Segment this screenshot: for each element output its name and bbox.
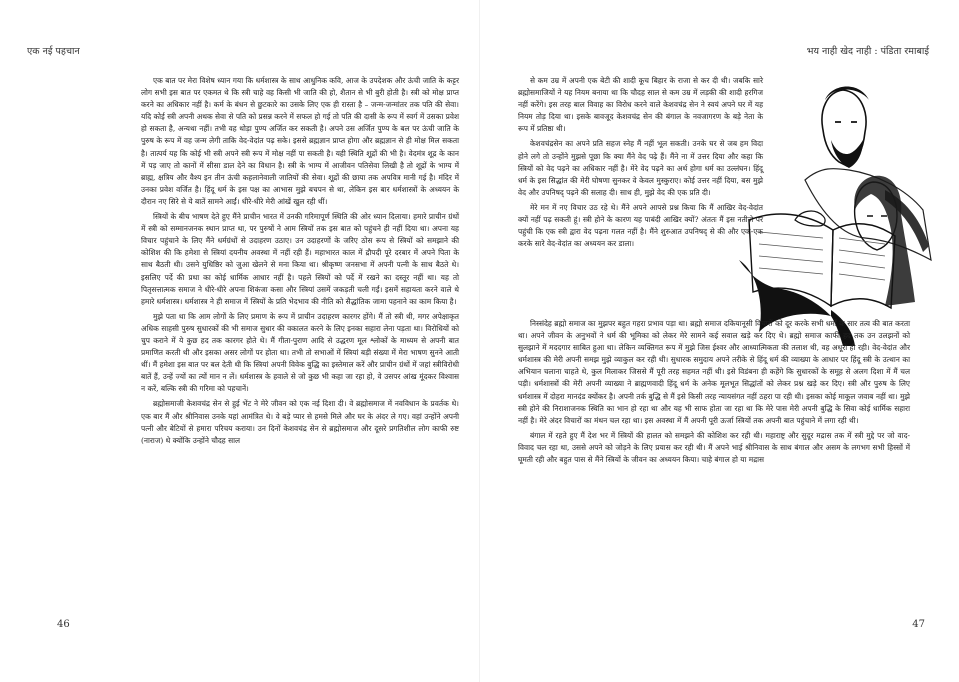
right-page-body-top (518, 75, 763, 253)
left-page (0, 0, 479, 682)
paragraph: केशवचंद्रसेन का अपने प्रति सहज स्नेह मैं नहीं भूल सकती। उनके घर से जब हम विदा होने लगे तो उन्होंने मुझसे पूछा कि क्या मैंने वेद पढ़े हैं। मैंने ना में उत्तर दिया और कहा कि स्त्रियों को वेद पढ़ने का अधिकार नहीं है। मेरे वेद पढ़ने का अर्थ होगा धर्म का उल्लंघन। हिंदू धर्म के इस सिद्धांत की मेरी घोषणा सुनकर वे केवल मुस्कुराए। कोई उत्तर नहीं दिया, बस मुझे वेद और उपनिषद् पढ़ने की सलाह दी। साथ ही, मुझे वेद की एक प्रति दी। (518, 139, 763, 197)
page-number-right: 47 (912, 619, 925, 630)
paragraph: से कम उम्र में अपनी एक बेटी की शादी कूच बिहार के राजा से कर दी थी। जबकि सारे ब्रह्मोसमाजियों ने यह नियम बनाया था कि चौदह साल से कम उम्र में लड़की की शादी हरगिज नहीं करेंगे। इस तरह बाल विवाह का विरोध करने वाले केशवचंद्र सेन ने स्वयं अपने घर में यह नियम तोड़ दिया था। इसके बावजूद केशवचंद्र सेन की बंगाल के नवजागरण के बड़े नेता के रूप में प्रतिष्ठा थी। (518, 76, 763, 134)
paragraph: ब्रह्मोसमाजी केशवचंद्र सेन से हुई भेंट ने मेरे जीवन को एक नई दिशा दी। वे ब्रह्मोसमाज में नवविधान के प्रवर्तक थे। एक बार मैं और श्रीनिवास उनके यहां आमंत्रित थे। वे बड़े प्यार से हमसे मिले और घर के अंदर ले गए। वहां उन्होंने अपनी पत्नी और बेटियों से हमारा परिचय कराया। उन दिनों केशवचंद्र सेन से ब्रह्मोसमाज और दूसरे प्रगतिशील लोग काफी रुष्ट (नाराज) थे क्योंकि उन्होंने चौदह साल (141, 399, 459, 445)
running-header-right: भय नाही खेद नाही : पंडिता रमाबाई (806, 46, 929, 57)
paragraph: निस्संदेह ब्रह्मो समाज का मुझपर बहुत गहरा प्रभाव पड़ा था। ब्रह्मो समाज दकियानूसी विचारों को दूर करके सभी धर्मों के सार तत्व की बात करता था। अपने जीवन के अनुभवों ने धर्म की भूमिका को लेकर मेरे सामने कई सवाल खड़े कर दिए थे। ब्रह्मो समाज काफी हद तक उन उलझनों को सुलझाने में मददगार साबित हुआ था। लेकिन व्यक्तिगत रूप में मुझे जिस ईश्वर और आध्यात्मिकता की तलाश थी, वह अधूरी ही रही। वेद-वेदांत और धर्मशास्त्र की मेरी अपनी समझ मुझे व्याकुल कर रही थी। सुधारक समुदाय अपने तरीके से हिंदू धर्म की व्याख्या के आधार पर हिंदू स्त्री के उत्थान का अभियान चलाना चाहते थे, कुल मिलाकर जिससे मैं पूरी तरह सहमत नहीं थी। इसे विडंबना ही कहेंगे कि सुधारकों के समूह से अलग दिशा में मैं चल पड़ी। धर्मशास्त्रों की मेरी अपनी व्याख्या ने ब्राह्मणवादी हिंदू धर्म के अनेक मूलभूत सिद्धांतों को लेकर प्रश्न खड़े कर दिए। स्त्री और पुरुष के लिए धर्मशास्त्र में दोहरा मानदंड क्योंकर है। अपनी तर्क बुद्धि से मैं इसे किसी तरह न्यायसंगत नहीं ठहरा पा रही थी। इसका कोई माकूल जवाब नहीं था। मुझे स्त्री होने की निराशाजनक स्थिति का भान हो रहा था और यह भी साफ होता जा रहा था कि मेरे पास मेरी अपनी बुद्धि के सिवा कोई धार्मिक सहारा नहीं है। मेरे अंदर विचारों का मंथन चल रहा था। इस अवस्था में मैं अपनी पूरी ऊर्जा स्त्रियों तक अपनी बात पहुंचाने में लगा रही थी। (518, 319, 910, 425)
right-page (480, 0, 959, 682)
ink-illustration-two-figures-reading (735, 70, 940, 350)
paragraph: एक बात पर मेरा विशेष ध्यान गया कि धर्मशास्त्र के साथ आधुनिक कवि, आज के उपदेशक और ऊंची जाति के कट्टर लोग सभी इस बात पर एकमत थे कि स्त्री चाहे वह किसी भी जाति की हो, शैतान से भी बुरी होती है। स्त्री को मोक्ष प्राप्त करने का अधिकार नहीं है। कर्म के बंधन से छुटकारे का उसके लिए एक ही रास्ता है – जन्म-जन्मांतर तक पति की सेवा। यदि कोई स्त्री अपनी अथक सेवा से पति को प्रसन्न करने में सफल हो गई तो पति की दासी के रूप में स्वर्ग में उसका प्रवेश हो सकता है, अन्यथा नहीं। तभी वह थोड़ा पुण्य अर्जित कर सकती है। अपने उस अर्जित पुण्य के बल पर ऊंची जाति के पुरुष के रूप में वह जन्म लेगी ताकि वेद-वेदांत पढ़ सके। इससे ब्रह्मज्ञान प्राप्त होगा और ब्रह्मज्ञान से ही मोक्ष मिल सकता है। तात्पर्य यह कि कोई भी स्त्री अपने स्त्री रूप में मोक्ष नहीं पा सकती है। यही स्थिति शूद्रों की भी है। वेदमंत्र शूद्र के कान में पड़ जाए तो कानों में सीसा डाल देने का विधान है। स्त्री के भाग्य में आजीवन पतिसेवा लिखी है तो शूद्रों के भाग्य में ब्राह्म, क्षत्रिय और वैश्य इन तीन ऊंची कहलानेवाली जातियों की सेवा। शूद्रों की छाया तक अपवित्र मानी गई है। मंदिर में उनका प्रवेश वर्जित है। हिंदू धर्म के इस पक्ष का आभास मुझे बचपन से था, लेकिन इस बार धर्मशास्त्रों के अध्ययन के दौरान नए सिरे से ये बातें सामने आईं। धीरे-धीरे मेरी आंखें खुल रही थीं। (141, 76, 459, 206)
paragraph: मुझे पता था कि आम लोगों के लिए प्रमाण के रूप में प्राचीन उदाहरण कारगर होंगे। मैं तो स्त्री थी, मगर अपेक्षाकृत अधिक साहसी पुरुष सुधारकों की भी समाज सुधार की वकालत करने के लिए इनका सहारा लेना पड़ता था। विरोधियों को चुप कराने में ये कुछ हद तक कारगर होते थे। मैं गीता-पुराण आदि से उद्धरण मूल श्लोकों के माध्यम से अपनी बात प्रमाणित करती थी और इसका असर लोगों पर होता था। तभी तो सभाओं में स्त्रियां बड़ी संख्या में मेरा भाषण सुनने आती थीं। मैं हमेशा इस बात पर बल देती थी कि स्त्रियां अपनी विवेक बुद्धि का इस्तेमाल करें और प्राचीन ग्रंथों में जहां स्त्रीविरोधी बातें हैं, उन्हें ज्यों का त्यों मान न लें। धर्मशास्त्र के हवाले से जो कुछ भी कहा जा रहा हो, वे उसपर आंख मूंदकर विश्वास न करें, बल्कि स्त्री की गरिमा को पहचानें। (141, 311, 459, 394)
paragraph: स्त्रियों के बीच भाषण देते हुए मैंने प्राचीन भारत में उनकी गरिमापूर्ण स्थिति की ओर ध्यान दिलाया। हमारे प्राचीन ग्रंथों में स्त्री को सम्मानजनक स्थान प्राप्त था, पर पुरुषों ने आम स्त्रियों तक इस बात को पहुंचने ही नहीं दिया था। अपना यह विचार पहुंचाने के लिए मैंने धर्मग्रंथों से उदाहरण उठाए। उन उदाहरणों के जरिए ठोस रूप से स्त्रियों को समझाने की कोशिश की कि हमेशा से स्त्रियां दयनीय अवस्था में नहीं रही हैं। महाभारत काल में द्रौपदी पूरे दरबार में अपने पिता के साथ बैठती थी। उसने युधिष्ठिर को जुआ खेलने से मना किया था। श्रीकृष्ण जनसभा में अपनी पत्नी के साथ बैठते थे। इसलिए पर्दे की प्रथा का कोई धार्मिक आधार नहीं है। पहले स्त्रियों को पर्दे में रखने का दस्तूर नहीं था। यह तो पितृसत्तात्मक समाज ने धीरे-धीरे अपना शिकंजा कसा और स्त्रियां उसमें जकड़ती चली गईं। इसमें सहायता करने वाले थे हमारे धर्मशास्त्र। धर्मशास्त्र ने ही समाज में स्त्रियों के प्रति भेदभाव की नीति को सैद्धांतिक जामा पहनाने का काम किया है। (141, 212, 459, 306)
running-header-left: एक नई पहचान (27, 46, 80, 57)
paragraph: मेरे मन में नए विचार उठ रहे थे। मैंने अपने आपसे प्रश्न किया कि मैं आखिर वेद-वेदांत क्यों नहीं पढ़ सकती हूं। स्त्री होने के कारण यह पाबंदी आखिर क्यों? अंततः मैं इस नतीजे पर पहुंची कि एक स्त्री द्वारा वेद पढ़ना गलत नहीं है। मैंने शुरुआत उपनिषद् से की और एक-एक करके सारे वेद-वेदांत का अध्ययन कर डाला। (518, 202, 763, 249)
right-page-body-bottom (518, 318, 910, 469)
left-page-body (141, 75, 459, 450)
paragraph: बंगाल में रहते हुए मैं देश भर में स्त्रियों की हालत को समझने की कोशिश कर रही थी। महाराष्ट्र और सुदूर मद्रास तक में स्त्री मुद्दे पर जो वाद-विवाद चल रहा था, उससे अपने को जोड़ने के लिए प्रयास कर रही थी। मैं अपने भाई श्रीनिवास के साथ बंगाल और असम के लगभग सभी हिस्सों में घूमती रही और बहुत पास से मैंने स्त्रियों के जीवन का अध्ययन किया। चाहे बंगाल हो या मद्रास (518, 430, 910, 465)
page-number-left: 46 (57, 619, 70, 630)
